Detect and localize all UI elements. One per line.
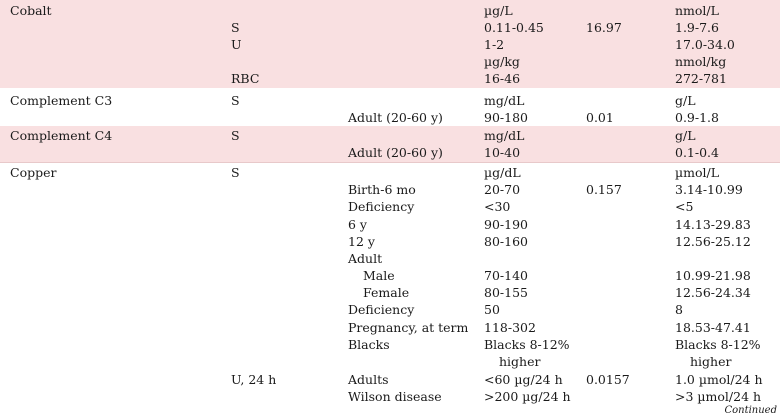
specimen-cell: U — [231, 37, 242, 52]
si-value-cell: g/L — [675, 128, 696, 143]
conventional-value-cell: <30 — [484, 199, 511, 214]
conventional-value-cell: µg/L — [484, 3, 513, 18]
si-value-cell: Blacks 8-12% — [675, 337, 761, 352]
row-band-cobalt — [0, 0, 780, 88]
si-value-cell: 3.14-10.99 — [675, 182, 743, 197]
conventional-value-cell: >200 µg/24 h — [484, 389, 571, 404]
group-cell: Birth-6 mo — [348, 182, 416, 197]
conventional-value-cell: 80-155 — [484, 285, 528, 300]
si-value-cell: 1.0 µmol/24 h — [675, 372, 763, 387]
si-value-cell: 0.9-1.8 — [675, 110, 719, 125]
si-value-cell: nmol/L — [675, 3, 719, 18]
si-value-cell: 14.13-29.83 — [675, 217, 751, 232]
conversion-factor-cell: 16.97 — [586, 20, 622, 35]
group-cell: Adult (20-60 y) — [348, 110, 443, 125]
si-value-cell: >3 µmol/24 h — [675, 389, 762, 404]
specimen-cell: U, 24 h — [231, 372, 277, 387]
conversion-factor-cell: 0.0157 — [586, 372, 630, 387]
conversion-factor-cell: 0.01 — [586, 110, 614, 125]
si-value-cell: higher — [690, 354, 732, 369]
conventional-value-cell: 1-2 — [484, 37, 505, 52]
group-cell: Deficiency — [348, 302, 415, 317]
conventional-value-cell: µg/dL — [484, 165, 521, 180]
si-value-cell: 10.99-21.98 — [675, 268, 751, 283]
si-value-cell: µmol/L — [675, 165, 720, 180]
specimen-cell: S — [231, 20, 240, 35]
specimen-cell: S — [231, 165, 240, 180]
specimen-cell: RBC — [231, 71, 260, 86]
si-value-cell: nmol/kg — [675, 54, 727, 69]
group-cell: Wilson disease — [348, 389, 442, 404]
conversion-factor-cell: 0.157 — [586, 182, 622, 197]
test-name-cell: Copper — [10, 165, 57, 180]
conventional-value-cell: 50 — [484, 302, 500, 317]
conventional-value-cell: higher — [499, 354, 541, 369]
conventional-value-cell: 10-40 — [484, 145, 521, 160]
group-cell: Adults — [348, 372, 389, 387]
si-value-cell: 18.53-47.41 — [675, 320, 751, 335]
row-band-copper — [0, 162, 780, 163]
specimen-cell: S — [231, 128, 240, 143]
conventional-value-cell: <60 µg/24 h — [484, 372, 563, 387]
si-value-cell: <5 — [675, 199, 694, 214]
group-cell: Pregnancy, at term — [348, 320, 469, 335]
si-value-cell: 272-781 — [675, 71, 727, 86]
conventional-value-cell: 16-46 — [484, 71, 521, 86]
conventional-value-cell: 70-140 — [484, 268, 528, 283]
conventional-value-cell: mg/dL — [484, 128, 525, 143]
specimen-cell: S — [231, 93, 240, 108]
conventional-value-cell: Blacks 8-12% — [484, 337, 570, 352]
conventional-value-cell: 118-302 — [484, 320, 536, 335]
conventional-value-cell: 90-190 — [484, 217, 528, 232]
conventional-value-cell: µg/kg — [484, 54, 520, 69]
continued-note: Continued — [724, 405, 777, 416]
group-cell: Female — [363, 285, 410, 300]
si-value-cell: g/L — [675, 93, 696, 108]
group-cell: 6 y — [348, 217, 367, 232]
si-value-cell: 0.1-0.4 — [675, 145, 719, 160]
test-name-cell: Complement C3 — [10, 93, 113, 108]
group-cell: Male — [363, 268, 395, 283]
conventional-value-cell: 20-70 — [484, 182, 521, 197]
si-value-cell: 8 — [675, 302, 683, 317]
group-cell: Adult — [348, 251, 383, 266]
group-cell: Blacks — [348, 337, 390, 352]
si-value-cell: 17.0-34.0 — [675, 37, 735, 52]
si-value-cell: 12.56-24.34 — [675, 285, 751, 300]
si-value-cell: 12.56-25.12 — [675, 234, 751, 249]
conventional-value-cell: mg/dL — [484, 93, 525, 108]
group-cell: Deficiency — [348, 199, 415, 214]
test-name-cell: Complement C4 — [10, 128, 113, 143]
si-value-cell: 1.9-7.6 — [675, 20, 719, 35]
conventional-value-cell: 80-160 — [484, 234, 528, 249]
conventional-value-cell: 0.11-0.45 — [484, 20, 544, 35]
conventional-value-cell: 90-180 — [484, 110, 528, 125]
test-name-cell: Cobalt — [10, 3, 52, 18]
group-cell: Adult (20-60 y) — [348, 145, 443, 160]
group-cell: 12 y — [348, 234, 375, 249]
